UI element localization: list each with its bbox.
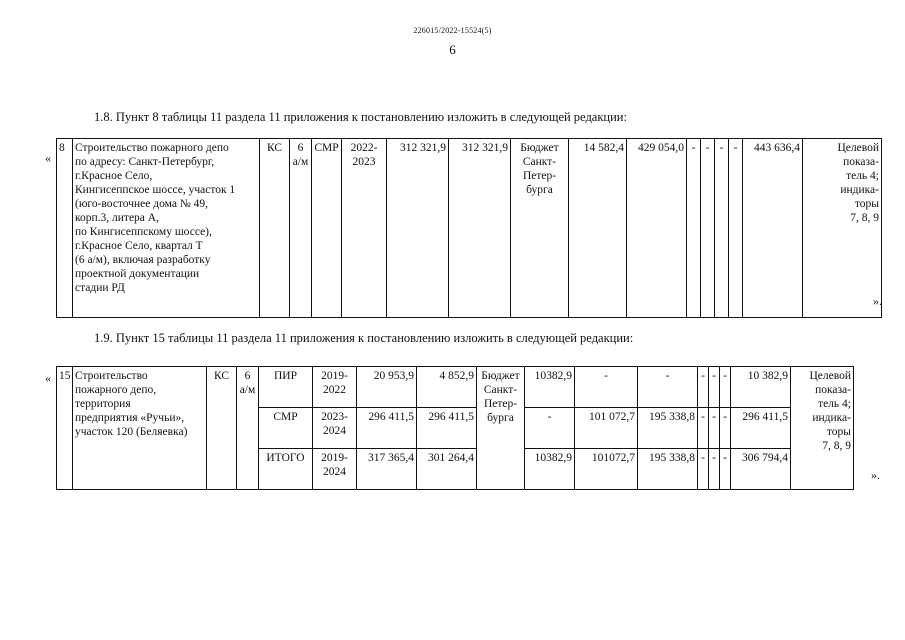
- total-cell: 306 794,4: [731, 449, 791, 490]
- year-4-cell: -: [698, 408, 709, 449]
- section-heading-1-9: 1.9. Пункт 15 таблицы 11 раздела 11 приложения к постановлению изложить в следующей редакции:: [94, 331, 634, 345]
- object-type-cell: КС: [260, 139, 290, 318]
- year-1-cell: -: [525, 408, 575, 449]
- object-name-line: стадии РД: [75, 282, 125, 294]
- target-line: индика-: [840, 184, 879, 196]
- table-row: [57, 367, 854, 408]
- period-cell: [313, 367, 357, 408]
- year-6-cell: -: [720, 449, 731, 490]
- capacity-unit: а/м: [292, 156, 309, 168]
- object-name-line: (6 а/м), включая разработку: [75, 254, 211, 266]
- funding-source-line: Петер-: [522, 170, 557, 182]
- target-line: торы: [826, 426, 851, 438]
- capacity-cell: [237, 367, 259, 490]
- object-name-cell: [73, 139, 260, 318]
- closing-quote: ».: [873, 294, 882, 308]
- object-name-line: участок 120 (Беляевка): [75, 426, 188, 438]
- item-number-cell: 8: [57, 139, 73, 318]
- object-name-line: пожарного депо,: [75, 384, 157, 396]
- estimated-cost-cell: 20 953,9: [357, 367, 417, 408]
- table-item-8: [56, 138, 882, 318]
- opening-quote: «: [45, 371, 51, 385]
- period-start: 2019-: [321, 452, 348, 464]
- period-end: 2024: [323, 425, 346, 437]
- object-name-line: г.Красное Село,: [75, 170, 153, 182]
- object-name-line: предприятия «Ручьи»,: [75, 412, 185, 424]
- target-line: 7, 8, 9: [850, 212, 879, 224]
- period-end: 2022: [323, 384, 346, 396]
- funding-source-line: Бюджет: [481, 370, 520, 382]
- target-line: тель 4;: [818, 398, 851, 410]
- target-line: показа-: [843, 156, 879, 168]
- capacity-value: 6: [297, 142, 304, 154]
- funding-source-line: Бюджет: [520, 142, 559, 154]
- total-cell: 443 636,4: [743, 139, 803, 318]
- funding-source-cell: [511, 139, 569, 318]
- document-number: 226015/2022-15524(5): [413, 26, 492, 35]
- year-3-cell: -: [638, 367, 698, 408]
- object-name-line: Строительство: [75, 370, 148, 382]
- remaining-cost-cell: 296 411,5: [417, 408, 477, 449]
- target-indicator-cell: [791, 367, 854, 490]
- estimated-cost-cell: 317 365,4: [357, 449, 417, 490]
- funding-source-line: Петер-: [483, 398, 518, 410]
- funding-source-line: бурга: [526, 184, 553, 196]
- estimated-cost-cell: 312 321,9: [387, 139, 449, 318]
- target-line: торы: [854, 198, 879, 210]
- page-number: 6: [449, 42, 456, 57]
- item-number-cell: 15: [57, 367, 73, 490]
- stage-cell: СМР: [312, 139, 342, 318]
- stage-cell: ПИР: [259, 367, 313, 408]
- year-5-cell: -: [709, 449, 720, 490]
- year-4-cell: -: [698, 367, 709, 408]
- remaining-cost-cell: 4 852,9: [417, 367, 477, 408]
- total-cell: 296 411,5: [731, 408, 791, 449]
- period-cell: [342, 139, 387, 318]
- estimated-cost-cell: 296 411,5: [357, 408, 417, 449]
- object-name-line: Строительство пожарного депо: [75, 142, 229, 154]
- stage-cell: СМР: [259, 408, 313, 449]
- object-name-line: территория: [75, 398, 131, 410]
- section-heading-1-8: 1.8. Пункт 8 таблицы 11 раздела 11 приложения к постановлению изложить в следующей редакции:: [94, 110, 627, 124]
- funding-source-line: бурга: [487, 412, 514, 424]
- year-2-cell: 101072,7: [575, 449, 638, 490]
- target-indicator-cell: [803, 139, 882, 318]
- remaining-cost-cell: 312 321,9: [449, 139, 511, 318]
- target-line: 7, 8, 9: [822, 440, 851, 452]
- object-name-line: (юго-восточнее дома № 49,: [75, 198, 209, 210]
- object-name-cell: [73, 367, 207, 490]
- period-cell: [313, 408, 357, 449]
- period-cell: [313, 449, 357, 490]
- period-end: 2024: [323, 466, 346, 478]
- period-end: 2023: [352, 156, 376, 168]
- target-line: индика-: [812, 412, 851, 424]
- year-5-cell: -: [715, 139, 729, 318]
- year-3-cell: 195 338,8: [638, 449, 698, 490]
- year-3-cell: 195 338,8: [638, 408, 698, 449]
- year-6-cell: -: [720, 367, 731, 408]
- year-2-cell: 101 072,7: [575, 408, 638, 449]
- remaining-cost-cell: 301 264,4: [417, 449, 477, 490]
- table-row: [57, 139, 882, 318]
- funding-source-cell: [477, 367, 525, 490]
- year-3-cell: -: [687, 139, 701, 318]
- target-line: Целевой: [837, 142, 879, 154]
- funding-source-line: Санкт-: [522, 156, 557, 168]
- table-item-15: [56, 366, 854, 490]
- object-name-line: Кингисеппское шоссе, участок 1: [75, 184, 236, 196]
- opening-quote: «: [45, 151, 51, 165]
- target-line: тель 4;: [846, 170, 879, 182]
- capacity-cell: [290, 139, 312, 318]
- year-5-cell: -: [709, 367, 720, 408]
- year-4-cell: -: [701, 139, 715, 318]
- capacity-unit: а/м: [239, 384, 256, 396]
- period-start: 2022-: [350, 142, 378, 154]
- object-name-line: по адресу: Санкт-Петербург,: [75, 156, 215, 168]
- period-start: 2023-: [321, 411, 348, 423]
- stage-cell: ИТОГО: [259, 449, 313, 490]
- period-start: 2019-: [321, 370, 348, 382]
- capacity-value: 6: [244, 370, 251, 382]
- year-1-cell: 10382,9: [525, 367, 575, 408]
- year-5-cell: -: [709, 408, 720, 449]
- year-6-cell: -: [720, 408, 731, 449]
- object-name-line: корп.3, литера А,: [75, 212, 159, 224]
- object-name-line: по Кингисеппскому шоссе),: [75, 226, 212, 238]
- closing-quote: ».: [871, 468, 880, 482]
- object-type-cell: КС: [207, 367, 237, 490]
- year-1-cell: 14 582,4: [569, 139, 627, 318]
- object-name-line: проектной документации: [75, 268, 200, 280]
- year-2-cell: -: [575, 367, 638, 408]
- funding-source-line: Санкт-: [483, 384, 518, 396]
- year-6-cell: -: [729, 139, 743, 318]
- target-line: показа-: [815, 384, 851, 396]
- year-1-cell: 10382,9: [525, 449, 575, 490]
- year-4-cell: -: [698, 449, 709, 490]
- total-cell: 10 382,9: [731, 367, 791, 408]
- target-line: Целевой: [809, 370, 851, 382]
- object-name-line: г.Красное Село, квартал Т: [75, 240, 203, 252]
- year-2-cell: 429 054,0: [627, 139, 687, 318]
